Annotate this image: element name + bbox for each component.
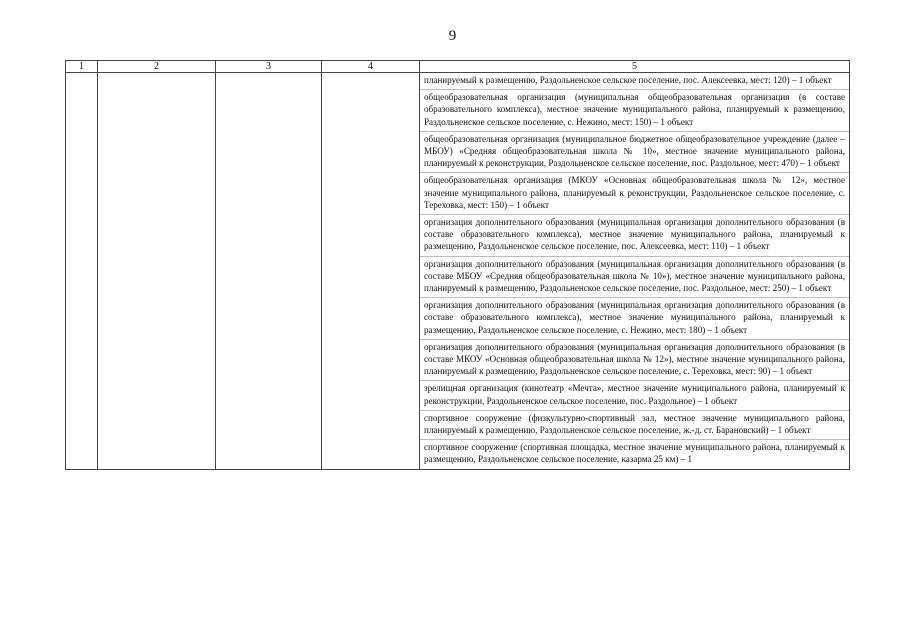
list-item: организация дополнительного образования (муниципальная организация дополнительного образования (в составе образовательного комплекса), местное значение муниципального района, планируемый к размещению, Раздольненское сельское поселение, с. Нежино, мест: 180) – 1 объект xyxy=(420,298,849,340)
list-item: общеобразовательная организация (МКОУ «Основная общеобразовательная школа № 12», местное значение муниципального района, планируемый к реконструкции, Раздольненское сельское поселение, с. Тереховка, мест: 150) – 1 объект xyxy=(420,173,849,215)
list-item: общеобразовательная организация (муниципальное бюджетное общеобразовательное учреждение (далее – МБОУ) «Средняя общеобразовательная школа № 10», местное значение муниципального района, планируемый к реконструкции, Раздольненское сельское поселение, пос. Раздольное, мест: 470) – 1 объект xyxy=(420,132,849,174)
cell-col-1 xyxy=(66,73,98,470)
cell-col-3 xyxy=(216,73,322,470)
list-item: общеобразовательная организация (муниципальная общеобразовательная организация (в составе образовательного комплекса), местное значение муниципального района, планируемый к размещению, Раздольненское сельское поселение, с. Нежино, мест: 150) – 1 объект xyxy=(420,90,849,132)
column-header-3: 3 xyxy=(216,61,322,73)
list-item: организация дополнительного образования (муниципальная организация дополнительного образования (в составе образовательного комплекса), местное значение муниципального района, планируемый к размещению, Раздольненское сельское поселение, пос. Алексеевка, мест: 110) – 1 объект xyxy=(420,215,849,257)
table-row xyxy=(66,73,850,470)
list-item: спортивное сооружение (спортивная площадка, местное значение муниципального района, планируемый к размещению, Раздольненское сельское поселение, казарма 25 км) – 1 xyxy=(424,442,845,465)
list-item: планируемый к размещению, Раздольненское сельское поселение, пос. Алексеевка, мест: 120) – 1 объект xyxy=(420,73,849,90)
cell-col-4 xyxy=(322,73,420,470)
list-item: организация дополнительного образования (муниципальная организация дополнительного образования (в составе МКОУ «Основная общеобразовательная школа № 12»), местное значение муниципального района, планируемый к размещению, Раздольненское сельское поселение, с. Тереховка, мест: 90) – 1 объект xyxy=(420,340,849,382)
column-header-4: 4 xyxy=(322,61,420,73)
list-item: спортивное сооружение (физкультурно-спортивный зал, местное значение муниципального района, планируемый к размещению, Раздольненское сельское поселение, ж.-д. ст. Барановский) – 1 объект xyxy=(420,411,849,440)
document-table xyxy=(65,60,850,470)
page-number: 9 xyxy=(448,28,457,44)
cell-col-2 xyxy=(98,73,216,470)
list-item: зрелищная организация (кинотеатр «Мечта», местное значение муниципального района, планируемый к реконструкции, Раздольненское сельское поселение, пос. Раздольное) – 1 объект xyxy=(420,381,849,410)
column-header-1: 1 xyxy=(66,61,98,73)
cell-col-5 xyxy=(420,73,850,470)
list-item: организация дополнительного образования (муниципальная организация дополнительного образования (в составе МБОУ «Средняя общеобразовательная школа № 10»), местное значение муниципального района, планируемый к размещению, Раздольненское сельское поселение, пос. Раздольное, мест: 250) – 1 объект xyxy=(420,257,849,299)
column-header-5: 5 xyxy=(420,61,850,73)
column-header-2: 2 xyxy=(98,61,216,73)
column-header-row xyxy=(66,61,850,73)
